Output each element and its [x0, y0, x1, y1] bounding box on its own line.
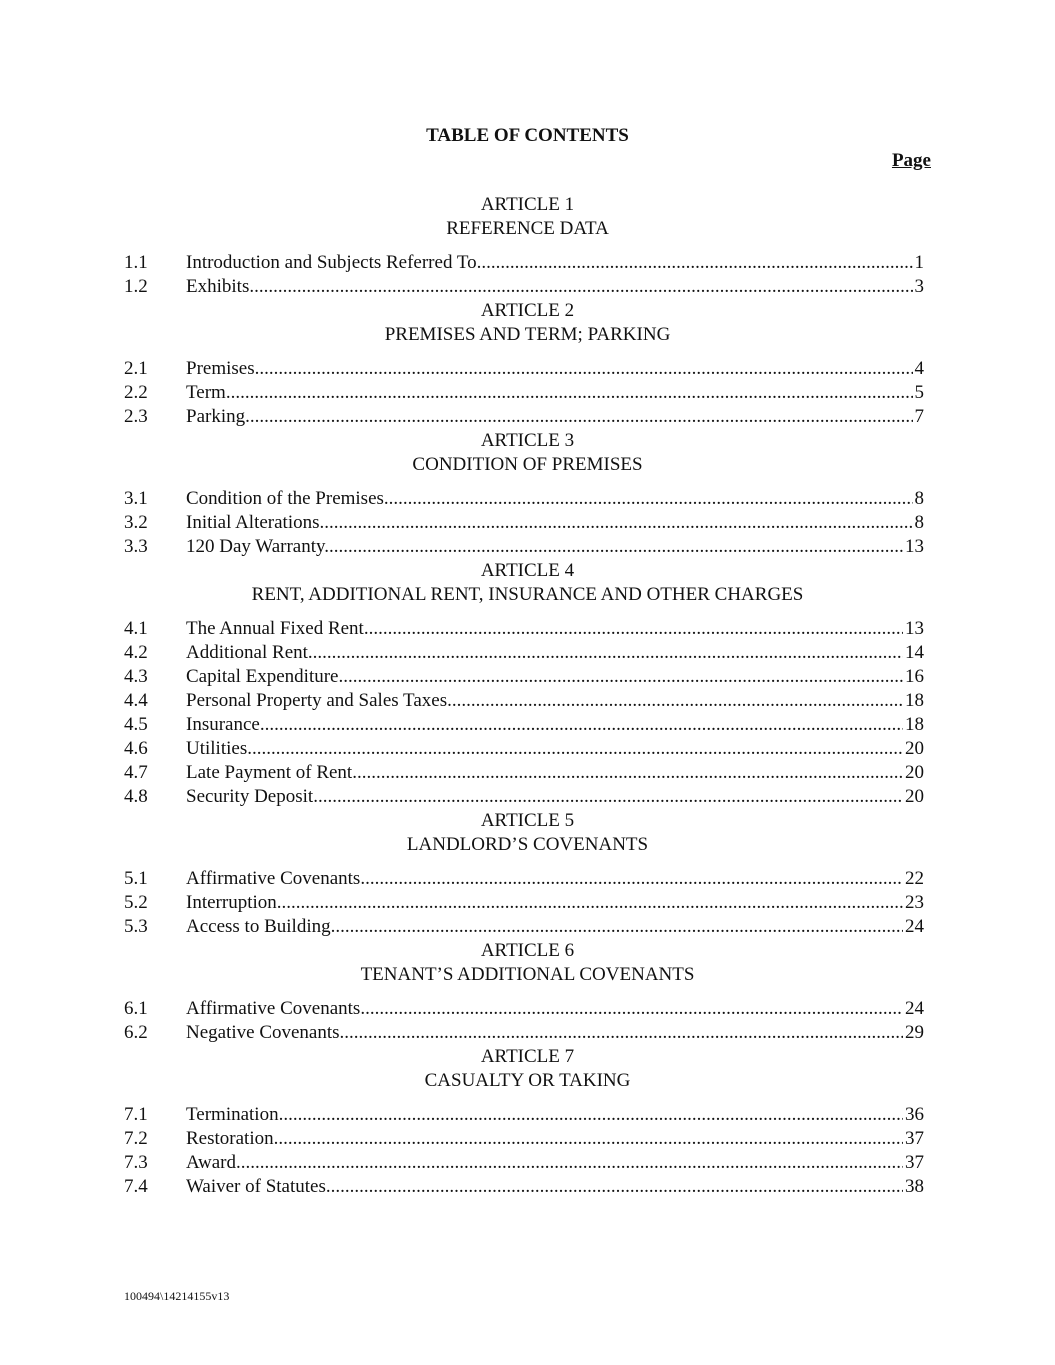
section-number: 2.1: [124, 358, 148, 379]
page-number: 37: [905, 1152, 924, 1173]
page-number: 29: [905, 1022, 924, 1043]
toc-entry[interactable]: [124, 997, 924, 1021]
page-number: 13: [905, 536, 924, 557]
section-title: Termination: [186, 1104, 279, 1125]
dot-leader: [364, 617, 903, 641]
article-label: ARTICLE 1: [480, 194, 575, 215]
dot-leader: [313, 785, 903, 809]
toc-title: TABLE OF CONTENTS: [426, 125, 629, 146]
page-number: 36: [905, 1104, 924, 1125]
section-number: 5.3: [124, 916, 148, 937]
section-number: 4.2: [124, 642, 148, 663]
toc-entry[interactable]: [124, 275, 924, 299]
page-number: 4: [914, 358, 924, 379]
article-label: ARTICLE 6: [480, 940, 575, 961]
article-heading: CONDITION OF PREMISES: [412, 454, 643, 475]
section-number: 2.2: [124, 382, 148, 403]
dot-leader: [340, 1021, 903, 1045]
page-number: 7: [914, 406, 924, 427]
section-title: Award: [186, 1152, 236, 1173]
toc-entry[interactable]: [124, 785, 924, 809]
dot-leader: [308, 641, 903, 665]
section-title: Waiver of Statutes: [186, 1176, 326, 1197]
dot-leader: [329, 535, 903, 559]
article-heading-block: [0, 193, 1055, 241]
toc-entry[interactable]: [124, 381, 924, 405]
dot-leader: [247, 737, 903, 761]
article-heading: TENANT’S ADDITIONAL COVENANTS: [360, 964, 695, 985]
dot-leader: [255, 357, 913, 381]
document-code: 100494\14214155v13: [124, 1289, 230, 1303]
article-heading: REFERENCE DATA: [446, 218, 609, 239]
section-title: Affirmative Covenants: [186, 998, 361, 1019]
section-title: Negative Covenants: [186, 1022, 340, 1043]
section-title: Interruption: [186, 892, 277, 913]
section-title: Initial Alterations.: [186, 512, 325, 533]
spacer: [124, 987, 924, 997]
spacer: [124, 347, 924, 357]
section-title: Insurance.: [186, 714, 265, 735]
spacer: [124, 477, 924, 487]
page-number: 38: [905, 1176, 924, 1197]
article-heading: RENT, ADDITIONAL RENT, INSURANCE AND OTHER CHARGES: [251, 584, 804, 605]
dot-leader: [254, 275, 912, 299]
page-number: 16: [905, 666, 924, 687]
page-number: 3: [914, 276, 924, 297]
article-heading-block: [0, 559, 1055, 607]
section-title: Capital Expenditure.: [186, 666, 344, 687]
article-label: ARTICLE 7: [480, 1046, 575, 1067]
section-number: 4.1: [124, 618, 148, 639]
toc-entry[interactable]: [124, 891, 924, 915]
page-number: 1: [914, 252, 924, 273]
page-number: 23: [905, 892, 924, 913]
page-number: 5: [914, 382, 924, 403]
article-label: ARTICLE 2: [480, 300, 575, 321]
toc-entry[interactable]: [124, 761, 924, 785]
section-title: Term: [186, 382, 226, 403]
spacer: [124, 857, 924, 867]
dot-leader: [360, 997, 903, 1021]
toc-entry[interactable]: [124, 713, 924, 737]
section-title: 120 Day Warranty.: [186, 536, 330, 557]
section-number: 5.1: [124, 868, 148, 889]
page-number: 14: [905, 642, 924, 663]
article-label: ARTICLE 4: [480, 560, 575, 581]
toc-entry[interactable]: [124, 1021, 924, 1045]
section-number: 4.7: [124, 762, 148, 783]
dot-leader: [447, 689, 903, 713]
section-title: Affirmative Covenants: [186, 868, 361, 889]
section-number: 4.8: [124, 786, 148, 807]
page-number: 8: [914, 512, 924, 533]
section-number: 1.1: [124, 252, 148, 273]
page-number: 20: [905, 738, 924, 759]
article-heading-block: [0, 1045, 1055, 1093]
page-number: 24: [905, 998, 924, 1019]
section-title: Security Deposit: [186, 786, 314, 807]
article-heading: LANDLORD’S COVENANTS: [406, 834, 649, 855]
page-number: 20: [905, 762, 924, 783]
section-number: 6.1: [124, 998, 148, 1019]
dot-leader: [265, 713, 903, 737]
section-title: Introduction and Subjects Referred To.: [186, 252, 482, 273]
page-number: 24: [905, 916, 924, 937]
section-number: 5.2: [124, 892, 148, 913]
section-title: Condition of the Premises: [186, 488, 384, 509]
toc-entry[interactable]: [124, 1127, 924, 1151]
article-label: ARTICLE 5: [480, 810, 575, 831]
page-number: 8: [914, 488, 924, 509]
toc-entry[interactable]: [124, 405, 924, 429]
toc-entry[interactable]: [124, 689, 924, 713]
page-number: 22: [905, 868, 924, 889]
toc-entry[interactable]: [124, 915, 924, 939]
dot-leader: [326, 1175, 903, 1199]
page-number: 20: [905, 786, 924, 807]
toc-entry[interactable]: [124, 665, 924, 689]
toc-entry[interactable]: [124, 641, 924, 665]
section-number: 4.5: [124, 714, 148, 735]
article-heading-block: [0, 809, 1055, 857]
article-heading: CASUALTY OR TAKING: [424, 1070, 631, 1091]
toc-entry[interactable]: [124, 357, 924, 381]
section-title: Utilities: [186, 738, 248, 759]
section-number: 7.2: [124, 1128, 148, 1149]
page-number: 37: [905, 1128, 924, 1149]
section-number: 4.6: [124, 738, 148, 759]
section-number: 4.3: [124, 666, 148, 687]
article-heading-block: [0, 299, 1055, 347]
section-number: 7.3: [124, 1152, 148, 1173]
dot-leader: [343, 665, 903, 689]
article-label: ARTICLE 3: [480, 430, 575, 451]
section-number: 7.4: [124, 1176, 148, 1197]
dot-leader: [384, 487, 913, 511]
section-number: 3.3: [124, 536, 148, 557]
toc-content: [124, 193, 924, 1199]
section-title: Personal Property and Sales Taxes: [186, 690, 448, 711]
dot-leader: [324, 511, 912, 535]
section-title: Restoration: [186, 1128, 274, 1149]
spacer: [124, 241, 924, 251]
dot-leader: [245, 405, 912, 429]
toc-entry[interactable]: [124, 251, 924, 275]
dot-leader: [352, 761, 903, 785]
page-number: 13: [905, 618, 924, 639]
section-title: Premises: [186, 358, 255, 379]
article-heading: PREMISES AND TERM; PARKING: [384, 324, 671, 345]
section-title: Late Payment of Rent: [186, 762, 353, 783]
dot-leader: [277, 891, 903, 915]
section-number: 3.2: [124, 512, 148, 533]
article-heading-block: [0, 429, 1055, 477]
toc-entry[interactable]: [124, 487, 924, 511]
toc-entry[interactable]: [124, 1103, 924, 1127]
dot-leader: [226, 381, 913, 405]
section-title: Exhibits.: [186, 276, 255, 297]
spacer: [124, 607, 924, 617]
section-number: 6.2: [124, 1022, 148, 1043]
page-number: 18: [905, 714, 924, 735]
section-title: Access to Building: [186, 916, 331, 937]
toc-entry[interactable]: [124, 535, 924, 559]
page-column-header: Page: [891, 150, 931, 171]
section-number: 1.2: [124, 276, 148, 297]
article-heading-block: [0, 939, 1055, 987]
toc-entry[interactable]: [124, 1151, 924, 1175]
dot-leader: [236, 1151, 903, 1175]
section-number: 7.1: [124, 1104, 148, 1125]
section-title: Additional Rent: [186, 642, 308, 663]
dot-leader: [481, 251, 912, 275]
toc-entry[interactable]: [124, 1175, 924, 1199]
dot-leader: [279, 1103, 903, 1127]
section-number: 4.4: [124, 690, 148, 711]
toc-entry[interactable]: [124, 737, 924, 761]
section-number: 3.1: [124, 488, 148, 509]
toc-entry[interactable]: [124, 511, 924, 535]
dot-leader: [360, 867, 903, 891]
section-number: 2.3: [124, 406, 148, 427]
section-title: The Annual Fixed Rent: [186, 618, 364, 639]
toc-entry[interactable]: [124, 867, 924, 891]
page-number: 18: [905, 690, 924, 711]
toc-entry[interactable]: [124, 617, 924, 641]
section-title: Parking: [186, 406, 246, 427]
spacer: [124, 1093, 924, 1103]
dot-leader: [331, 915, 903, 939]
dot-leader: [274, 1127, 903, 1151]
